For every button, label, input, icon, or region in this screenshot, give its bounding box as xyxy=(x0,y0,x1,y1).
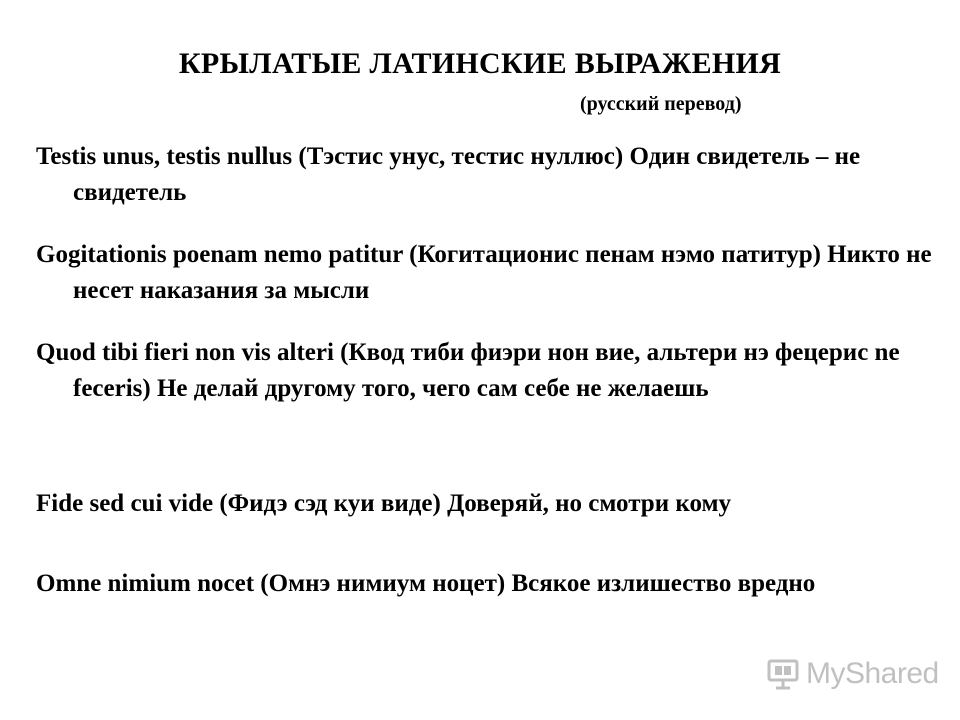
watermark-text: MyShared xyxy=(806,657,939,690)
slide-title: КРЫЛАТЫЕ ЛАТИНСКИЕ ВЫРАЖЕНИЯ xyxy=(178,47,782,80)
phrase-item: Quod tibi fieri non vis alteri (Квод тиби фиэри нон вие, альтери нэ фецерис ne feceris) Не делай другому того, чего сам себе не желаешь xyxy=(36,339,900,402)
phrase-item: Fide sed cui vide (Фидэ сэд куи виде) Доверяй, но смотри кому xyxy=(36,490,731,517)
phrase-item: Gogitationis poenam nemo patitur (Когитационис пенам нэмо патитур) Никто не несет наказания за мысли xyxy=(36,241,932,304)
watermark-logo xyxy=(766,654,939,694)
presentation-board-icon xyxy=(766,657,800,691)
phrase-item: Omne nimium nocet (Омнэ нимиум ноцет) Всякое излишество вредно xyxy=(36,570,816,597)
slide-subtitle: (русский перевод) xyxy=(580,93,742,115)
phrase-item: Testis unus, testis nullus (Тэстис унус, тестис нуллюс) Один свидетель – не свидетель xyxy=(36,143,861,206)
